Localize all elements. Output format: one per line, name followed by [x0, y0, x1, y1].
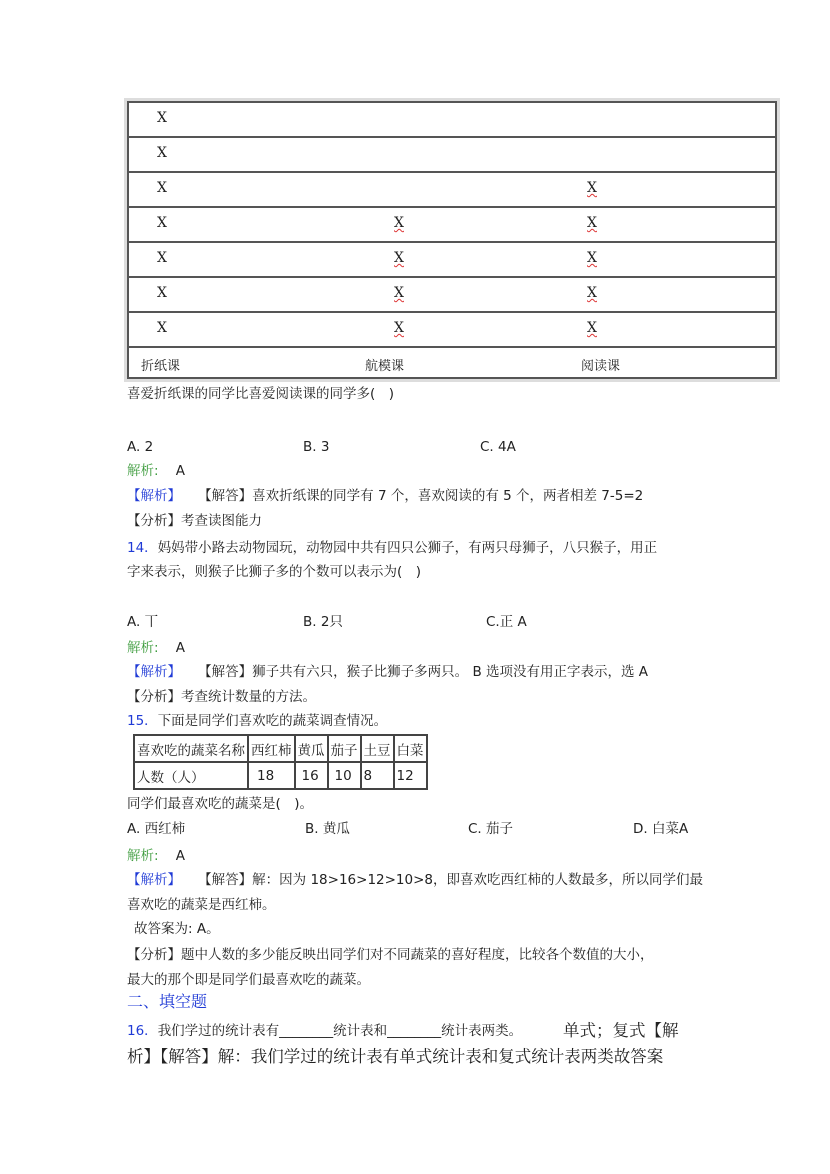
- pictograph-mark: X: [587, 215, 597, 231]
- table-cell: 10: [328, 762, 361, 789]
- solution: 【解答】喜欢折纸课的同学有 7 个，喜欢阅读的有 5 个，两者相差 7-5=2: [198, 488, 644, 504]
- pictograph-mark: X: [157, 250, 167, 266]
- answer-label: 解析:: [127, 848, 159, 864]
- category-label: 折纸课: [141, 359, 181, 374]
- analysis: 【分析】题中人数的多少能反映出同学们对不同蔬菜的喜好程度，比较各个数值的大小，: [127, 947, 654, 963]
- pictograph-mark: X: [394, 215, 404, 231]
- category-label: 阅读课: [581, 359, 621, 374]
- q15-question: 同学们最喜欢吃的蔬菜是( )。: [127, 796, 314, 812]
- pictograph-mark: X: [587, 285, 597, 301]
- analysis: 【分析】考查读图能力: [127, 513, 262, 529]
- table-cell: 18: [248, 762, 295, 789]
- q13-option-c: C. 4A: [480, 439, 516, 455]
- pictograph-mark: X: [394, 285, 404, 301]
- answer: A: [175, 640, 185, 656]
- q14-option-a: A. 丅: [127, 614, 159, 630]
- table-cell: 16: [295, 762, 328, 789]
- answer: A: [175, 848, 185, 864]
- answer-label: 解析:: [127, 640, 159, 656]
- q15-option-c: C. 茄子: [468, 821, 514, 837]
- table-cell: 西红柿: [248, 735, 295, 762]
- pictograph-row: [129, 278, 775, 313]
- jiexi-label: 【解析】: [127, 488, 181, 504]
- q15-option-b: B. 黄瓜: [305, 821, 350, 837]
- category-label: 航模课: [365, 359, 405, 374]
- pictograph-mark: X: [157, 180, 167, 196]
- q13-option-b: B. 3: [303, 439, 330, 455]
- pictograph-row: [129, 138, 775, 173]
- vegetable-table: [133, 734, 428, 790]
- table-cell: 12: [394, 762, 427, 789]
- pictograph-row: [129, 313, 775, 348]
- q14-option-c: C.正 A: [486, 614, 527, 630]
- table-cell: 喜欢吃的蔬菜名称: [134, 735, 248, 762]
- q13-option-a: A. 2: [127, 439, 154, 455]
- table-cell: 白菜: [394, 735, 427, 762]
- pictograph-mark: X: [587, 250, 597, 266]
- pictograph-row: [129, 243, 775, 278]
- q14-option-b: B. 2只: [303, 614, 343, 630]
- table-cell: 土豆: [361, 735, 394, 762]
- table-cell: 茄子: [328, 735, 361, 762]
- q15-number: 15．: [127, 713, 158, 729]
- pictograph-label-row: [129, 348, 775, 380]
- q14-line1: 妈妈带小路去动物园玩，动物园中共有四只公狮子，有两只母狮子，八只猴子，用正: [157, 540, 658, 556]
- pictograph-mark: X: [157, 215, 167, 231]
- solution-cont: 喜欢吃的蔬菜是西红柿。: [127, 897, 276, 913]
- q14-number: 14．: [127, 540, 158, 556]
- pictograph-mark: X: [394, 250, 404, 266]
- pictograph-mark: X: [157, 320, 167, 336]
- pictograph-row: [129, 173, 775, 208]
- pictograph-row: [129, 103, 775, 138]
- q15-title: 下面是同学们喜欢吃的蔬菜调查情况。: [157, 713, 388, 729]
- analysis-cont: 最大的那个即是同学们最喜欢吃的蔬菜。: [127, 972, 370, 988]
- pictograph-mark: X: [394, 320, 404, 336]
- analysis: 【分析】考查统计数量的方法。: [127, 689, 316, 705]
- pictograph-mark: X: [157, 285, 167, 301]
- pictograph-row: [129, 208, 775, 243]
- table-cell: 黄瓜: [295, 735, 328, 762]
- q16-line2: 析】【解答】解：我们学过的统计表有单式统计表和复式统计表两类故答案: [127, 1047, 664, 1066]
- table-cell: 人数（人）: [134, 762, 248, 789]
- jiexi-label: 【解析】: [127, 872, 181, 888]
- pictograph-mark: X: [587, 180, 597, 196]
- final-answer: 故答案为: A。: [134, 921, 220, 937]
- answer: A: [175, 463, 185, 479]
- pictograph-mark: X: [587, 320, 597, 336]
- table-cell: 8: [361, 762, 394, 789]
- q15-option-a: A. 西红柿: [127, 821, 186, 837]
- q14-line2: 字来表示，则猴子比狮子多的个数可以表示为( ): [127, 564, 422, 580]
- table-row: [134, 762, 427, 789]
- q13-question: 喜爱折纸课的同学比喜爱阅读课的同学多( ): [127, 386, 395, 402]
- solution: 【解答】解：因为 18>16>12>10>8，即喜欢吃西红柿的人数最多，所以同学们最: [198, 872, 704, 888]
- q16-number: 16．: [127, 1023, 158, 1039]
- q16-text: 我们学过的统计表有________统计表和________统计表两类。: [157, 1023, 523, 1039]
- pictograph-mark: X: [157, 145, 167, 161]
- pictograph-mark: X: [157, 110, 167, 126]
- jiexi-label: 【解析】: [127, 664, 181, 680]
- solution: 【解答】狮子共有六只，猴子比狮子多两只。 B 选项没有用正字表示，选 A: [198, 664, 649, 680]
- q16-answer: 单式；复式【解: [563, 1021, 679, 1040]
- pictograph-table: [127, 101, 777, 379]
- q15-option-d: D. 白菜A: [633, 821, 689, 837]
- answer-label: 解析:: [127, 463, 159, 479]
- section-heading: 二、填空题: [127, 992, 208, 1011]
- table-header-row: [134, 735, 427, 762]
